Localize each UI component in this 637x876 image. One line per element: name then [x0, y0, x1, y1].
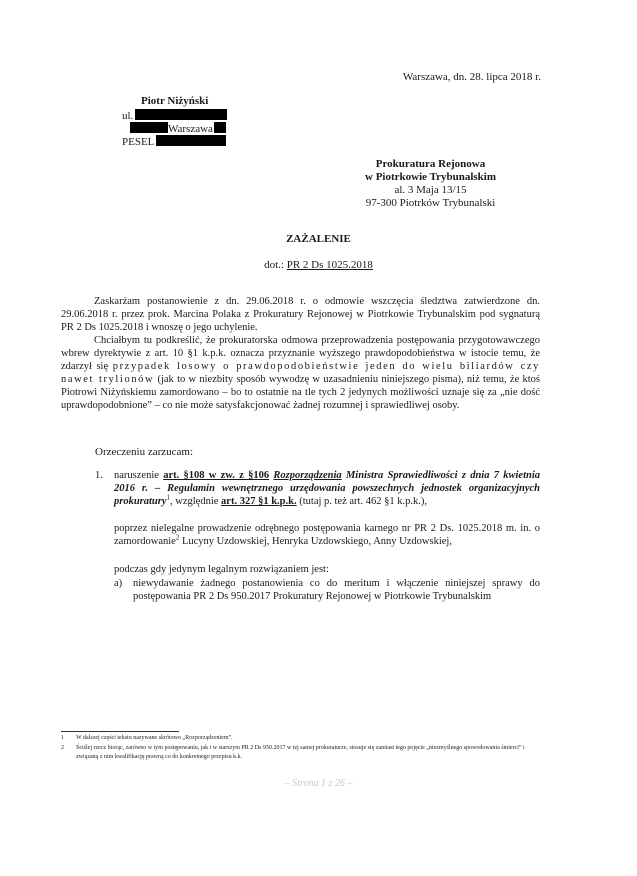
item-1-art108: art. §108 w zw. z §106 [163, 470, 270, 481]
sender-city-line [130, 122, 226, 136]
sub-item-a-label: a) [114, 578, 123, 589]
redaction-postcode [130, 122, 168, 133]
paragraph-2-part-b: (jak to w niezbity sposób wywodzę w uzasadnieniu niniejszego pisma), niż temu, że ktoś Piotrowi Niżyńskiemu zamordowano – bo to ostatnie na tle tych 2 jedynych możliwości uznaje się za „nie dość uprawdopodobnione” – co nie może satysfakcjonować żadnej rozumnej i sprawiedliwej osoby. [61, 374, 541, 411]
paragraph-2 [61, 334, 540, 412]
page-number-footer: – Strona 1 z 26 – [284, 778, 353, 789]
redaction-pesel [156, 135, 226, 146]
item-1-rozporzadzenia: Rozporządzenia [273, 470, 342, 481]
reference-label: dot.: [264, 259, 284, 271]
footnote-2-num: 2 [61, 745, 64, 751]
item-1-t7: (tutaj p. też art. 462 §1 k.p.k.), [299, 496, 427, 507]
item-1-art327: art. 327 §1 k.p.k. [221, 496, 297, 507]
paragraph-2-spaced: przypadek losowy o prawdopodobieństwie jeden do wielu biliardów czy nawet trylionów [61, 361, 541, 385]
item-1-text [114, 469, 540, 508]
paragraph-1: Zaskarżam postanowienie z dn. 29.06.2018 r. o odmowie wszczęcia śledztwa zatwierdzone dn. 29.06.2018 r. przez prok. Marcina Polaka z Prokuratury Rejonowej w Piotrkowie Trybunalskim pod sygnaturą PR 2 Ds 1025.2018 i wnoszę o jego uchylenie. [61, 296, 540, 333]
charges-intro: Orzeczeniu zarzucam: [95, 446, 194, 458]
item-1-regulation-title: Ministra Sprawiedliwości z dnia 7 kwietnia 2016 r. – Regulamin wewnętrznego urzędowania powszechnych jednostek organizacyjnych prokuratury [114, 470, 541, 507]
footnote-2-text: Ściślej rzecz biorąc, zarówno w tym postępowaniu, jak i w starszym PR 2 Ds 950.2017 w tej samej prokuraturze, stosuje się zamiast tego pojęcie „niezmyślnego spowodowania śmierci” i związaną z nim kwalifikację prawną co do konkretnego przepisu k.k. [76, 745, 525, 760]
item-1-poprzez [114, 522, 540, 548]
redaction-street [135, 109, 227, 120]
reference-value: PR 2 Ds 1025.2018 [286, 259, 373, 271]
item-1-t5: , względnie [170, 496, 219, 507]
sub-item-a-text: niewydawanie żadnego postanowienia co do meritum i włączenie niniejszej sprawy do postępowania PR 2 Ds 950.2017 Prokuratury Rejonowej w Piotrkowie Trybunalskim [133, 578, 540, 602]
street-prefix: ul. [122, 110, 134, 122]
pesel-label: PESEL [122, 136, 155, 148]
sender-city: Warszawa [168, 123, 213, 135]
recipient-block [348, 158, 513, 210]
footnote-ref-1: 1 [166, 493, 171, 502]
item-1-t1: naruszenie [114, 470, 159, 481]
footnote-separator [61, 731, 179, 732]
recipient-line1: Prokuratura Rejonowa [375, 158, 486, 170]
document-title: ZAŻALENIE [286, 233, 351, 245]
footnote-1-num: 1 [61, 735, 64, 741]
recipient-line4: 97-300 Piotrków Trybunalski [365, 197, 496, 209]
recipient-line2: w Piotrkowie Trybunalskim [365, 171, 496, 183]
sender-name: Piotr Niżyński [141, 95, 209, 107]
footnote-ref-2: 2 [175, 533, 180, 542]
item-1-poprzez-a: poprzez nielegalne prowadzenie odrębnego postępowania karnego nr PR 2 Ds. 1025.2018 m. in. o zamordowanie [114, 523, 540, 547]
item-1-number: 1. [95, 470, 103, 481]
footnote-1-text: W dalszej części tekstu nazywane skrótowo „Rozporządzeniem”. [76, 735, 233, 741]
item-1-podczas: podczas gdy jedynym legalnym rozwiązaniem jest: [114, 564, 329, 575]
sender-street [122, 109, 227, 123]
item-1-poprzez-b: Lucyny Uzdowskiej, Henryka Uzdowskiego, Anny Uzdowskiej, [181, 536, 452, 547]
reference-line [0, 259, 637, 272]
paragraph-2-part-a: Chciałbym tu podkreślić, że prokuratorska odmowa przeprowadzenia postępowania przygotowawczego wbrew dyrektywie z art. 10 §1 k.p.k. oznacza przyznanie wyższego prawdopodobieństwa w istocie temu, że zdarzył się [61, 335, 540, 372]
recipient-line3: al. 3 Maja 13/15 [394, 184, 467, 196]
redaction-city-tail [214, 122, 226, 133]
place-date: Warszawa, dn. 28. lipca 2018 r. [402, 71, 541, 83]
sender-pesel [122, 135, 226, 149]
